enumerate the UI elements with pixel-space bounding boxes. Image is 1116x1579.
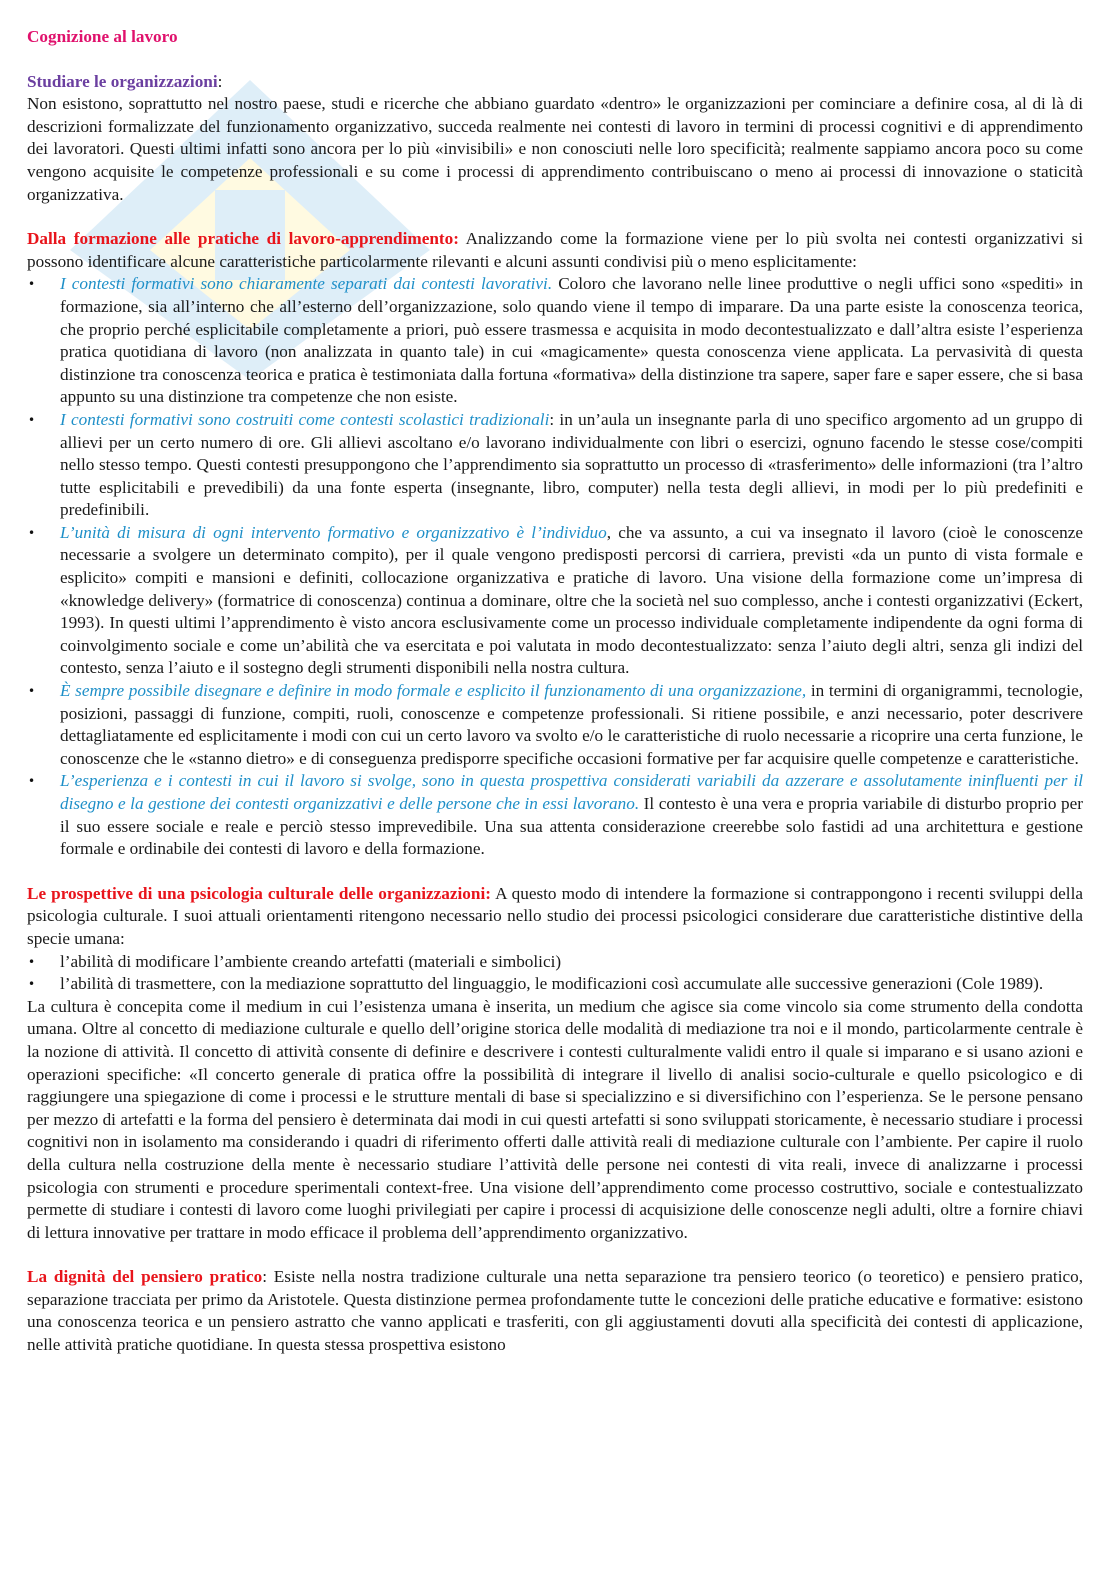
list-item — [27, 770, 1083, 860]
emphasis-text: I contesti formativi sono chiaramente separati dai contesti lavorativi. — [60, 274, 553, 294]
bullet-list — [27, 273, 1083, 860]
section-psicologia-culturale — [27, 883, 1083, 1245]
list-item — [27, 409, 1083, 522]
item-text: : in un’aula un insegnante parla di uno specifico argomento ad un gruppo di allievi per un certo numero di ore. Gli allievi ascoltano e/o lavorano individualmente con libri o esercizi, ognuno facendo le stesse cose/compiti nello stesso tempo. Questi contesti presuppongono che l’apprendimento sia soprattutto un processo di «trasferimento» delle informazioni (tra l’altro tutte esplicitabili e prevedibili) da una fonte esperta (insegnante, libro, computer) nella testa degli allievi, in modi per lo più predefiniti e predefinibili. — [60, 409, 1083, 520]
list-item — [27, 680, 1083, 770]
paragraph: La cultura è concepita come il medium in cui l’esistenza umana è inserita, un medium che agisce sia come vincolo sia come strumento della condotta umana. Oltre al concetto di mediazione culturale e quello dell’origine storica delle modalità di mediazione tra noi e il mondo, particolarmente centrale è la nozione di attività. Il concetto di attività consente di definire e descrivere i contesti culturalmente validi entro il quale si imparano e si usano azioni e operazioni specifiche: «Il concerto generale di pratica offre la possibilità di integrare il livello di analisi socio-culturale e quello psicologico e di raggiungere una spiegazione di come i processi e le strutture mentali di base si specializzino e si diversifichino con l’esperienza. Se le persone pensano per mezzo di artefatti e la forma del pensiero è determinata dai modi in cui questi artefatti si sono sviluppati storicamente, è necessario studiare i processi cognitivi non in isolamento ma considerando i quadri di riferimento offerti dalle attività reali di mediazione culturale con l’ambiente. Per capire il ruolo della cultura nella costruzione della mente è necessario studiare l’attività delle persone nei contesti di vita reali, invece di analizzarne i processi psicologia con strumenti e procedure sperimentali context-free. Una visione dell’apprendimento come processo costruttivo, sociale e contestualizzato permette di studiare i contesti di lavoro come luoghi privilegiati per capire i processi di acquisizione delle conoscenze negli adulti, oltre a fornire chiavi di lettura innovative per trattare in modo efficace il problema dell’apprendimento organizzativo. — [27, 996, 1083, 1242]
section-heading: Le prospettive di una psicologia culturale delle organizzazioni: — [27, 883, 491, 903]
section-heading: Dalla formazione alle pratiche di lavoro-apprendimento: — [27, 229, 459, 249]
document-title: Cognizione al lavoro — [27, 27, 178, 46]
list-item — [27, 522, 1083, 680]
list-item: • l’abilità di modificare l’ambiente creando artefatti (materiali e simbolici) — [27, 951, 1083, 974]
emphasis-text: È sempre possibile disegnare e definire in modo formale e esplicito il funzionamento di una organizzazione, — [60, 681, 807, 701]
section-studiare — [27, 71, 1083, 207]
emphasis-text: I contesti formativi sono costruiti come contesti scolastici tradizionali — [60, 409, 550, 429]
item-text: in termini di organigrammi, tecnologie, posizioni, passaggi di funzione, compiti, ruoli, conoscenze e competenze professionali. Si ritiene possibile, e anzi necessario, poter descrivere dettagliatamente ed esplicitamente i modi con cui un certo lavoro va svolto e/o le caratteristiche di ruolo necessarie a ricoprire una certa funzione, le conoscenze che le «stanno dietro» e di conseguenza predisporre specifiche occasioni formative per far acquisire quelle competenze e caratteristiche. — [60, 681, 1084, 768]
paragraph-intro: A questo modo di intendere la formazione si contrappongono i recenti sviluppi della psicologia culturale. I suoi attuali orientamenti ritengono necessario nello studio dei processi psicologici considerare due caratteristiche distintive della specie umana: — [27, 883, 1083, 948]
section-pensiero-pratico — [27, 1266, 1083, 1356]
emphasis-text: L’unità di misura di ogni intervento formativo e organizzativo è l’individuo — [60, 522, 607, 542]
section-formazione — [27, 228, 1083, 861]
paragraph-intro: : Esiste nella nostra tradizione culturale una netta separazione tra pensiero teorico (o teoretico) e pensiero pratico, separazione tracciata per primo da Aristotele. Questa distinzione permea profondamente tutte le concezioni delle pratiche educative e formative: esistono una conoscenza teorica e un pensiero astratto che vanno applicati e trasferiti, con gli aggiustamenti dovuti alla specificità dei contesti di applicazione, nelle attività pratiche quotidiane. In questa stessa prospettiva esistono — [27, 1267, 1083, 1355]
paragraph: Non esistono, soprattutto nel nostro paese, studi e ricerche che abbiano guardato «dentro» le organizzazioni per cominciare a definire cosa, al di là di descrizioni formalizzate del funzionamento organizzativo, succeda realmente nei contesti di lavoro in termini di processi cognitivi e di apprendimento dei lavoratori. Questi ultimi infatti sono ancora per lo più «invisibili» e non conosciuti nelle loro specificità; realmente sappiamo ancora poco su come vengono acquisite le competenze professionali e su come i processi di apprendimento contribuiscano o meno ai processi di innovazione o staticità organizzativa. — [27, 94, 1083, 204]
item-text: Il contesto è una vera e propria variabile di disturbo proprio per il suo essere sociale e reale e perciò stesso imprevedibile. Una sua attenta considerazione creerebbe solo fastidi ad una architettura e gestione formale e ordinabile dei contesti di lavoro e della formazione. — [60, 794, 1083, 859]
section-heading: Studiare le organizzazioni — [27, 71, 218, 91]
list-item — [27, 273, 1083, 409]
document-page — [27, 26, 1083, 1379]
heading-suffix: : — [217, 71, 223, 91]
item-text: , che va assunto, a cui va insegnato il lavoro (cioè le conoscenze necessarie a svolgere un determinato compito), per il quale vengono predisposti percorsi di carriera, previsti «da un punto di vista formale e esplicito» compiti e mansioni e definiti, collocazione organizzativa e pratiche di lavoro. Una visione della formazione come un’impresa di «knowledge delivery» (formatrice di conoscenza) continua a dominare, oltre che la società nel suo complesso, anche i contesti organizzativi (Eckert, 1993). In questi ultimi l’apprendimento è visto ancora esclusivamente come un processo individuale completamente indipendente da ogni forma di coinvolgimento sociale e come un’abilità che va esercitata e poi valutata in modo decontestualizzato: senza l’aiuto degli altri, senza gli indizi del contesto, senza l’aiuto e il sostegno degli strumenti disponibili nella nostra cultura. — [60, 522, 1083, 678]
emphasis-text: L’esperienza e i contesti in cui il lavoro si svolge, sono in questa prospettiva considerati variabili da azzerare e assolutamente ininfluenti per il disegno e la gestione dei contesti organizzativi e delle persone che in essi lavorano. — [60, 771, 1083, 813]
item-text: Coloro che lavorano nelle linee produttive o negli uffici sono «spediti» in formazione, sia all’interno che all’esterno dell’organizzazione, solo quando viene il tempo di imparare. Da una parte esiste la conoscenza teorica, che proprio perché esplicitabile completamente a priori, può essere trasmessa e acquisita in modo decontestualizzato e dall’altra esiste l’esperienza pratica quotidiana di lavoro (non analizzata in quanto tale) in cui «magicamente» questa conoscenza viene applicata. La pervasività di questa distinzione tra conoscenza teorica e pratica è testimoniata dalla fortuna «formativa» della distinzione tra sapere, saper fare e saper essere, che si basa appunto su una distinzione tra competenze che non esiste. — [60, 274, 1084, 407]
section-heading: La dignità del pensiero pratico — [27, 1267, 263, 1287]
bullet-list — [27, 951, 1083, 996]
list-item: • l’abilità di trasmettere, con la mediazione soprattutto del linguaggio, le modificazioni così accumulate alle successive generazioni (Cole 1989). — [27, 973, 1083, 996]
paragraph-intro: Analizzando come la formazione viene per lo più svolta nei contesti organizzativi si possono identificare alcune caratteristiche particolarmente rilevanti e alcuni assunti condivisi più o meno esplicitamente: — [27, 229, 1083, 271]
